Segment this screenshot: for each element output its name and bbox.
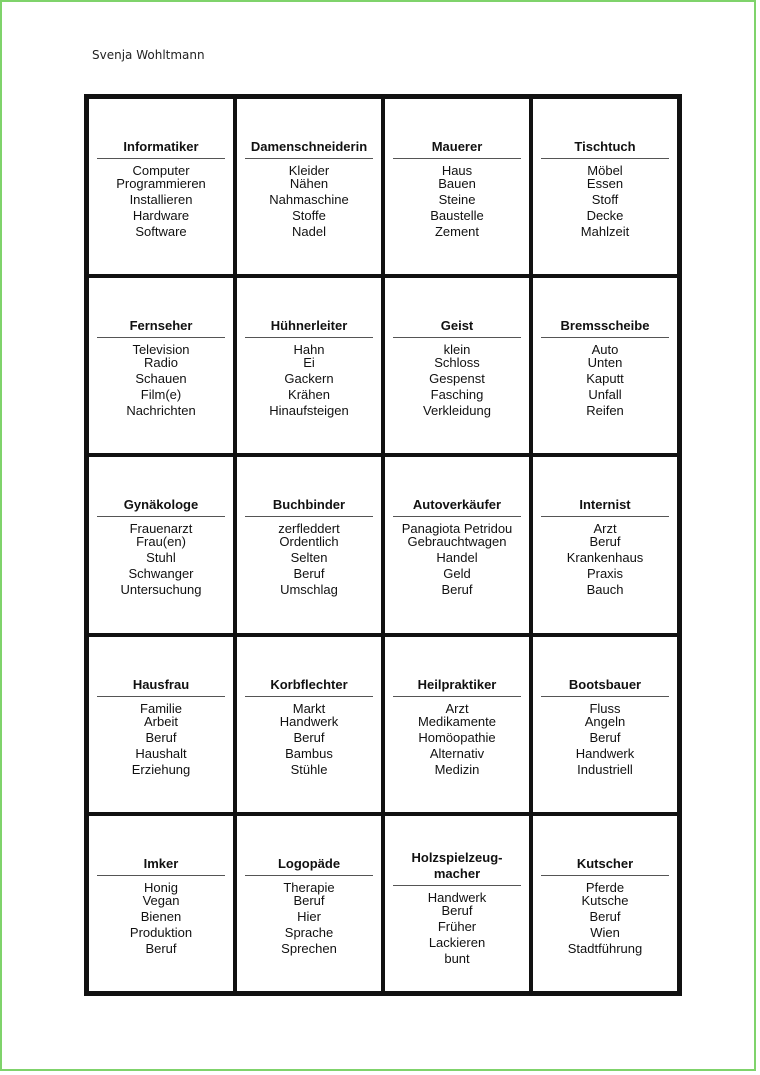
card-content	[245, 856, 373, 957]
forbidden-word: Handwerk	[279, 713, 339, 729]
forbidden-word: Erziehung	[131, 761, 191, 777]
card-content	[97, 318, 225, 419]
taboo-card	[531, 814, 679, 993]
forbidden-word: Beruf	[145, 940, 177, 956]
forbidden-word: Alternativ	[429, 745, 485, 761]
card-content	[97, 139, 225, 240]
card-term: Hausfrau	[97, 677, 225, 697]
forbidden-word: Fasching	[430, 387, 484, 403]
forbidden-words-list	[541, 342, 669, 419]
card-term: Bootsbauer	[541, 677, 669, 697]
taboo-card	[531, 635, 679, 814]
forbidden-word: Früher	[437, 918, 477, 934]
forbidden-word: Baustelle	[430, 208, 484, 223]
forbidden-word: Fluss	[589, 700, 621, 716]
card-term: Korbflechter	[245, 677, 373, 697]
forbidden-word: Zement	[434, 224, 480, 239]
forbidden-word: Ordentlich	[279, 534, 339, 550]
forbidden-word: Haus	[441, 163, 473, 178]
forbidden-word: Beruf	[293, 892, 325, 908]
forbidden-word: Beruf	[145, 729, 177, 745]
taboo-card	[87, 276, 235, 455]
card-content	[245, 139, 373, 240]
forbidden-words-list	[245, 880, 373, 957]
forbidden-word: Hinaufsteigen	[269, 403, 349, 419]
forbidden-word: Markt	[292, 700, 326, 716]
card-content	[245, 497, 373, 598]
forbidden-word: Essen	[586, 176, 624, 191]
forbidden-words-list	[541, 880, 669, 957]
forbidden-words-list	[541, 521, 669, 598]
forbidden-word: Stoffe	[292, 208, 326, 223]
forbidden-word: Ei	[303, 355, 315, 371]
forbidden-word: Sprechen	[281, 940, 337, 956]
taboo-card	[235, 635, 383, 814]
forbidden-word: Reifen	[586, 403, 624, 419]
taboo-card	[235, 814, 383, 993]
card-content	[541, 497, 669, 598]
card-term: Gynäkologe	[97, 497, 225, 517]
forbidden-word: Television	[132, 342, 190, 358]
forbidden-word: Lackieren	[428, 934, 486, 950]
card-content	[97, 856, 225, 957]
forbidden-word: Homöopathie	[418, 729, 496, 745]
card-term: Hühnerleiter	[245, 318, 373, 338]
forbidden-word: Schauen	[135, 371, 187, 387]
card-content	[393, 497, 521, 598]
forbidden-words-list	[97, 521, 225, 598]
forbidden-words-list	[393, 163, 521, 240]
forbidden-word: Stühle	[290, 761, 328, 777]
forbidden-word: Arzt	[593, 521, 617, 537]
taboo-card	[383, 97, 531, 276]
forbidden-word: Gackern	[284, 371, 334, 387]
card-content	[393, 139, 521, 240]
forbidden-word: Hier	[297, 908, 321, 924]
forbidden-word: Wien	[590, 924, 620, 940]
forbidden-word: Beruf	[293, 729, 325, 745]
card-term: Internist	[541, 497, 669, 517]
forbidden-word: Gebrauchtwagen	[407, 534, 507, 550]
forbidden-words-list	[97, 163, 225, 240]
forbidden-word: Möbel	[587, 163, 623, 178]
forbidden-words-list	[245, 521, 373, 598]
forbidden-word: Kaputt	[586, 371, 624, 387]
card-content	[393, 677, 521, 778]
taboo-card	[235, 276, 383, 455]
card-term: Kutscher	[541, 856, 669, 876]
forbidden-word: Nachrichten	[126, 403, 196, 419]
forbidden-word: Decke	[586, 208, 624, 223]
forbidden-word: Beruf	[441, 582, 473, 598]
card-content	[393, 850, 521, 967]
forbidden-word: Nadel	[292, 224, 326, 239]
card-content	[245, 677, 373, 778]
forbidden-word: Frau(en)	[136, 534, 186, 550]
forbidden-word: Unfall	[588, 387, 622, 403]
forbidden-word: Krähen	[288, 387, 330, 403]
forbidden-word: Umschlag	[280, 582, 338, 598]
card-content	[541, 677, 669, 778]
forbidden-words-list	[97, 880, 225, 957]
taboo-card	[531, 276, 679, 455]
forbidden-word: Hahn	[293, 342, 325, 358]
forbidden-word: Frauenarzt	[129, 521, 193, 537]
forbidden-word: Praxis	[586, 566, 624, 582]
taboo-card	[383, 635, 531, 814]
card-term: Imker	[97, 856, 225, 876]
forbidden-word: Untersuchung	[120, 582, 202, 598]
card-term: Geist	[393, 318, 521, 338]
forbidden-word: Angeln	[584, 713, 626, 729]
forbidden-words-list	[393, 701, 521, 778]
card-term: Heilpraktiker	[393, 677, 521, 697]
card-content	[393, 318, 521, 419]
forbidden-word: Auto	[591, 342, 619, 358]
taboo-card	[383, 814, 531, 993]
forbidden-word: Haushalt	[135, 745, 187, 761]
forbidden-word: Bauen	[438, 176, 476, 191]
card-term: Logopäde	[245, 856, 373, 876]
forbidden-word: Beruf	[589, 534, 621, 550]
forbidden-words-list	[541, 701, 669, 778]
forbidden-word: Gespenst	[429, 371, 485, 387]
forbidden-word: Medikamente	[417, 713, 497, 729]
forbidden-word: Beruf	[589, 729, 621, 745]
card-term: Holzspielzeug-macher	[393, 850, 521, 886]
forbidden-word: Stoff	[591, 192, 619, 207]
taboo-card	[235, 455, 383, 634]
forbidden-words-list	[541, 163, 669, 240]
forbidden-word: Nähen	[289, 176, 329, 191]
forbidden-word: Beruf	[589, 908, 621, 924]
forbidden-word: Handwerk	[575, 745, 635, 761]
forbidden-word: Software	[135, 224, 187, 239]
forbidden-word: Handel	[436, 550, 478, 566]
card-term: Fernseher	[97, 318, 225, 338]
taboo-card	[87, 635, 235, 814]
forbidden-word: Stuhl	[146, 550, 176, 566]
forbidden-words-list	[245, 701, 373, 778]
forbidden-word: Schwanger	[128, 566, 194, 582]
card-term: Informatiker	[97, 139, 225, 159]
forbidden-word: klein	[443, 342, 471, 358]
card-term: Bremsscheibe	[541, 318, 669, 338]
author-name: Svenja Wohltmann	[92, 48, 205, 62]
card-grid	[84, 94, 682, 996]
forbidden-word: zerfleddert	[278, 521, 340, 537]
forbidden-word: Unten	[587, 355, 623, 371]
forbidden-words-list	[97, 342, 225, 419]
forbidden-word: Honig	[144, 879, 178, 895]
forbidden-word: Beruf	[441, 902, 473, 918]
forbidden-word: Bienen	[140, 908, 182, 924]
forbidden-word: Arzt	[445, 700, 469, 716]
taboo-card	[87, 814, 235, 993]
forbidden-word: Pferde	[585, 879, 625, 895]
forbidden-word: Verkleidung	[423, 403, 491, 419]
card-term: Autoverkäufer	[393, 497, 521, 517]
forbidden-word: Steine	[438, 192, 476, 207]
forbidden-word: Programmieren	[116, 176, 206, 191]
taboo-card	[531, 455, 679, 634]
card-term: Mauerer	[393, 139, 521, 159]
forbidden-word: Bauch	[586, 582, 624, 598]
forbidden-word: Mahlzeit	[580, 224, 630, 239]
forbidden-word: Kutsche	[581, 892, 629, 908]
forbidden-words-list	[393, 521, 521, 598]
card-term: Tischtuch	[541, 139, 669, 159]
forbidden-word: Nahmaschine	[269, 192, 349, 207]
card-term: Damenschneiderin	[245, 139, 373, 159]
forbidden-words-list	[245, 342, 373, 419]
forbidden-word: Arbeit	[144, 713, 178, 729]
forbidden-word: Hardware	[132, 208, 190, 223]
taboo-card	[235, 97, 383, 276]
forbidden-word: Beruf	[293, 566, 325, 582]
forbidden-word: Bambus	[285, 745, 333, 761]
card-content	[541, 139, 669, 240]
card-term: Buchbinder	[245, 497, 373, 517]
forbidden-word: Computer	[132, 163, 190, 178]
card-content	[541, 318, 669, 419]
forbidden-word: Schloss	[434, 355, 480, 371]
forbidden-word: Sprache	[284, 924, 334, 940]
card-content	[245, 318, 373, 419]
taboo-card	[531, 97, 679, 276]
forbidden-word: Handwerk	[427, 889, 487, 905]
forbidden-word: Kleider	[288, 163, 330, 178]
forbidden-word: Medizin	[434, 761, 480, 777]
taboo-card	[383, 455, 531, 634]
forbidden-word: Vegan	[142, 892, 180, 908]
forbidden-word: Radio	[144, 355, 178, 371]
forbidden-word: Selten	[290, 550, 328, 566]
taboo-card	[87, 97, 235, 276]
forbidden-word: Installieren	[129, 192, 193, 207]
card-content	[541, 856, 669, 957]
card-content	[97, 677, 225, 778]
taboo-card	[87, 455, 235, 634]
forbidden-word: Produktion	[129, 924, 193, 940]
forbidden-word: Therapie	[283, 879, 335, 895]
forbidden-word: Geld	[443, 566, 471, 582]
forbidden-words-list	[393, 342, 521, 419]
forbidden-word: Film(e)	[140, 387, 182, 403]
forbidden-word: Industriell	[577, 761, 633, 777]
forbidden-words-list	[393, 890, 521, 967]
forbidden-words-list	[97, 701, 225, 778]
card-content	[97, 497, 225, 598]
forbidden-word: Stadtführung	[567, 940, 643, 956]
forbidden-word: Familie	[140, 700, 182, 716]
forbidden-word: bunt	[444, 950, 470, 966]
forbidden-word: Panagiota Petridou	[401, 521, 513, 537]
taboo-card	[383, 276, 531, 455]
forbidden-words-list	[245, 163, 373, 240]
forbidden-word: Krankenhaus	[566, 550, 644, 566]
